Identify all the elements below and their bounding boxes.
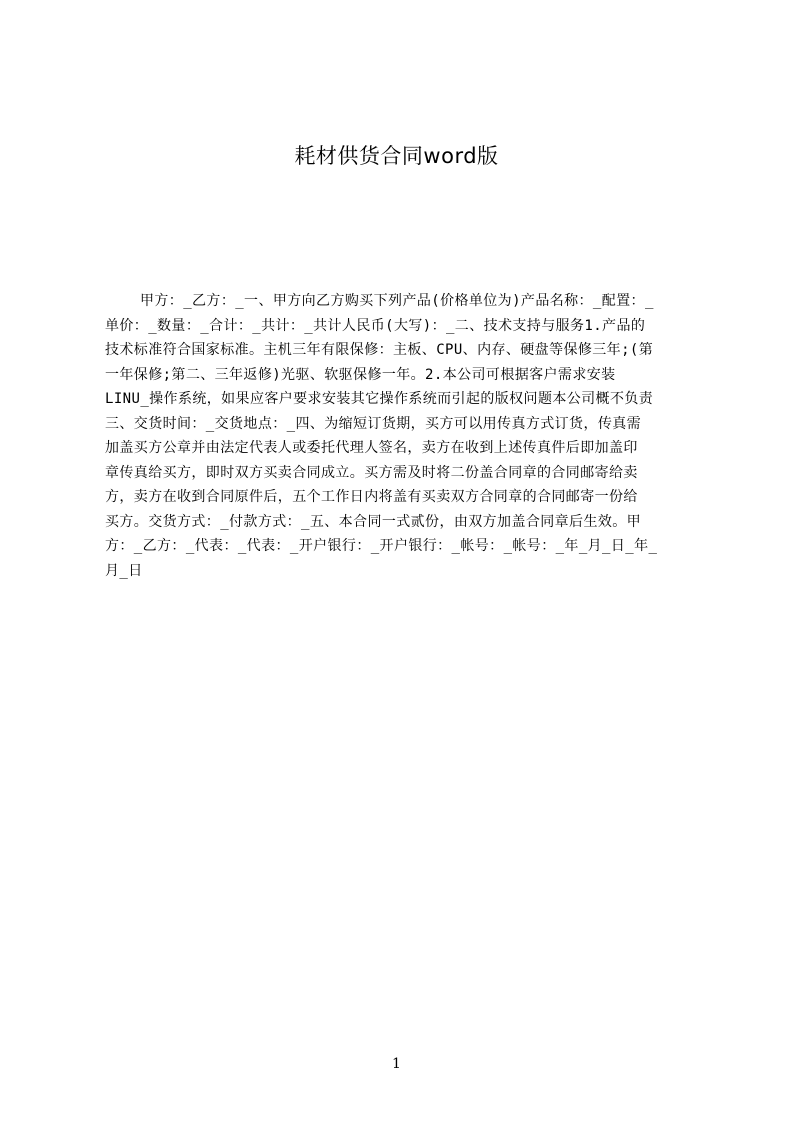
page-number: 1 (392, 1056, 401, 1072)
body-line: 加盖买方公章并由法定代表人或委托代理人签名，卖方在收到上述传真件后即加盖印 (105, 440, 638, 456)
body-line: 甲方：_乙方：_一、甲方向乙方购买下列产品(价格单位为)产品名称：_配置：_ (140, 293, 654, 309)
body-line: 单价：_数量：_合计：_共计：_共计人民币(大写)：_二、技术支持与服务1.产品的 (105, 317, 646, 334)
body-line: LINU_操作系统，如果应客户要求安装其它操作系统而引起的版权问题本公司概不负责 (105, 391, 654, 407)
body-line: 一年保修;第二、三年返修)光驱、软驱保修一年。2.本公司可根据客户需求安装 (105, 366, 616, 383)
body-line: 方，卖方在收到合同原件后，五个工作日内将盖有买卖双方合同章的合同邮寄一份给 (105, 489, 638, 505)
body-line: 技术标准符合国家标准。主机三年有限保修：主板、CPU、内存、硬盘等保修三年;(第 (105, 342, 654, 358)
body-line: 三、交货时间：_交货地点：_四、为缩短订货期，买方可以用传真方式订货，传真需 (105, 415, 642, 432)
document-title: 耗材供货合同word版 (294, 144, 499, 168)
body-line: 章传真给买方，即时双方买卖合同成立。买方需及时将二份盖合同章的合同邮寄给卖 (105, 464, 638, 481)
body-line: 方：_乙方：_代表：_代表：_开户银行：_开户银行：_帐号：_帐号：_年_月_日_年_ (105, 538, 658, 554)
body-line: 月_日 (105, 562, 143, 579)
contract-body (105, 289, 697, 583)
body-line: 买方。交货方式：_付款方式：_五、本合同一式贰份，由双方加盖合同章后生效。甲 (105, 513, 642, 530)
